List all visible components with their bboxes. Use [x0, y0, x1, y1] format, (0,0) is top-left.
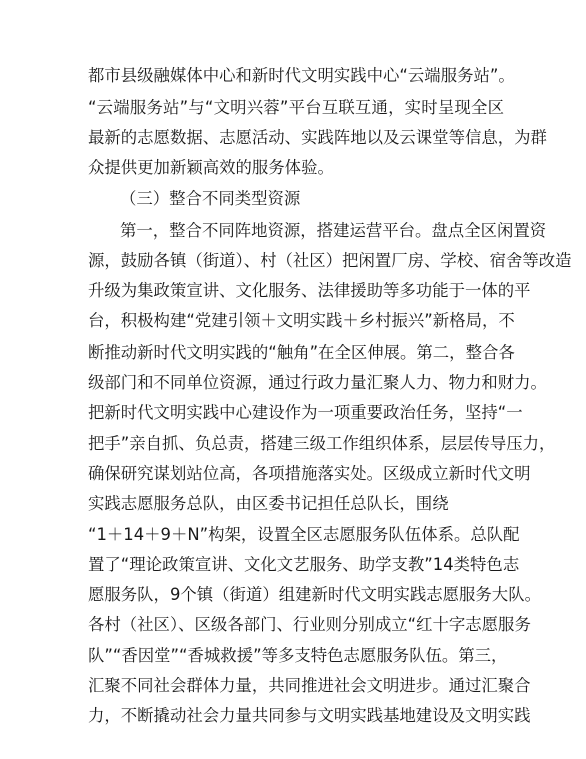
- paragraph-line: 台，积极构建“党建引领＋文明实践＋乡村振兴”新格局，不: [88, 311, 515, 330]
- paragraph-line: 把手”亲自抓、负总责，搭建三级工作组织体系，层层传导压力，: [88, 434, 556, 453]
- paragraph-line: 级部门和不同单位资源，通过行政力量汇聚人力、物力和财力。: [88, 373, 547, 392]
- paragraph-line: 汇聚不同社会群体力量，共同推进社会文明进步。通过汇聚合: [88, 676, 531, 695]
- paragraph-line: 力，不断撬动社会力量共同参与文明实践基地建设及文明实践: [88, 706, 531, 725]
- paragraph-line: 实践志愿服务总队，由区委书记担任总队长，围绕: [88, 494, 449, 513]
- paragraph-line: 断推动新时代文明实践的“触角”在全区伸展。第二，整合各: [88, 343, 515, 362]
- paragraph-line: “云端服务站”与“文明兴蓉”平台互联互通，实时呈现全区: [88, 98, 504, 117]
- paragraph-line: 各村（社区）、区级各部门、行业则分别成立“红十字志愿服务: [88, 615, 531, 634]
- paragraph-line: 队”“香因堂”“香城救援”等多支特色志愿服务队伍。第三，: [88, 646, 508, 665]
- paragraph-line: 源，鼓励各镇（街道）、村（社区）把闲置厂房、学校、宿舍等改造: [88, 251, 572, 270]
- paragraph-line: 确保研究谋划站位高，各项措施落实处。区级成立新时代文明: [88, 464, 531, 483]
- paragraph-line: 第一，整合不同阵地资源，搭建运营平台。盘点全区闲置资: [120, 221, 547, 240]
- section-heading: （三）整合不同类型资源: [120, 189, 301, 208]
- paragraph-line: “1＋14＋9＋N”构架，设置全区志愿服务队伍体系。总队配: [88, 525, 520, 544]
- paragraph-line: 众提供更加新颖高效的服务体验。: [88, 158, 334, 177]
- paragraph-line: 置了“理论政策宣讲、文化文艺服务、助学支教”14类特色志: [88, 555, 520, 574]
- paragraph-line: 最新的志愿数据、志愿活动、实践阵地以及云课堂等信息，为群: [88, 128, 547, 147]
- paragraph-line: 都市县级融媒体中心和新时代文明实践中心“云端服务站”。: [88, 66, 515, 85]
- paragraph-line: 升级为集政策宣讲、文化服务、法律援助等多功能于一体的平: [88, 281, 531, 300]
- paragraph-line: 愿服务队，9个镇（街道）组建新时代文明实践志愿服务大队。: [88, 585, 541, 604]
- paragraph-line: 把新时代文明实践中心建设作为一项重要政治任务，坚持“一: [88, 403, 523, 422]
